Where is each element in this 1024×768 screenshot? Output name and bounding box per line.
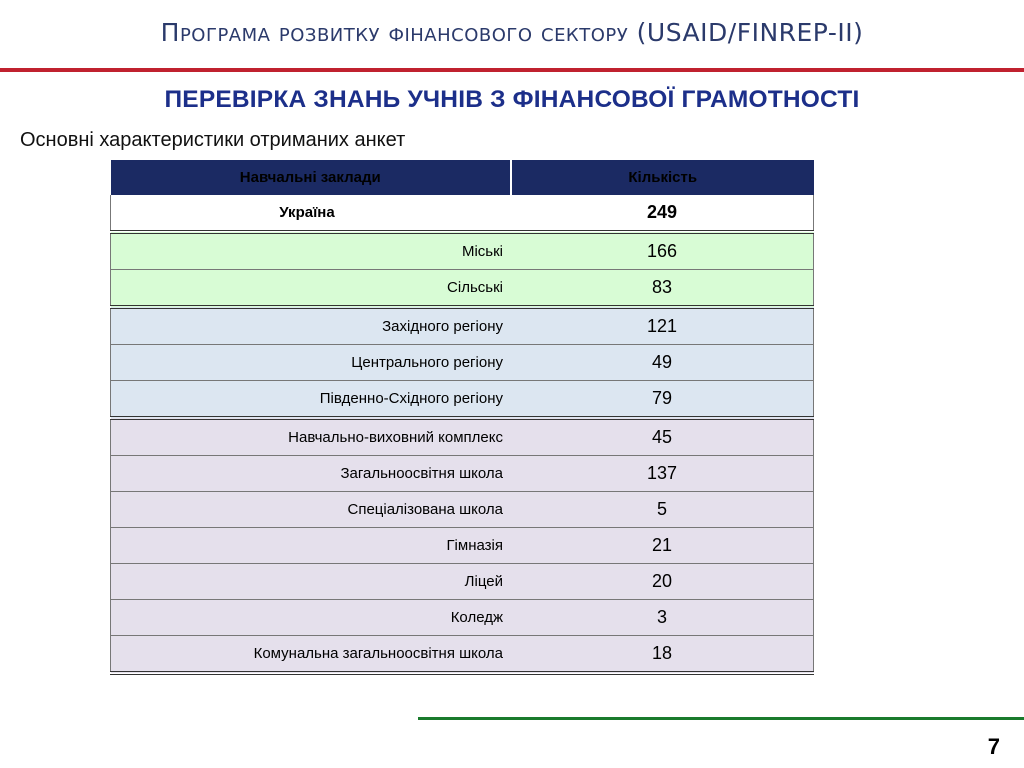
row-value: 83 bbox=[511, 270, 814, 308]
row-value: 18 bbox=[511, 636, 814, 674]
row-label: Гімназія bbox=[111, 528, 512, 564]
row-value: 21 bbox=[511, 528, 814, 564]
brand-name: рограма розвитку фінансового сектору bbox=[179, 18, 629, 47]
row-label: Спеціалізована школа bbox=[111, 492, 512, 528]
row-label: Комунальна загальноосвітня школа bbox=[111, 636, 512, 674]
row-value: 20 bbox=[511, 564, 814, 600]
table-row bbox=[111, 381, 814, 419]
row-label: Загальноосвітня школа bbox=[111, 456, 512, 492]
brand-prefix: П bbox=[160, 18, 180, 47]
row-value: 166 bbox=[511, 232, 814, 270]
row-label: Південно-Східного регіону bbox=[111, 381, 512, 419]
row-value: 137 bbox=[511, 456, 814, 492]
program-brand bbox=[0, 18, 1024, 47]
page-title: ПЕРЕВІРКА ЗНАНЬ УЧНІВ З ФІНАНСОВОЇ ГРАМОТНОСТІ bbox=[164, 86, 860, 113]
row-value: 5 bbox=[511, 492, 814, 528]
row-value: 49 bbox=[511, 345, 814, 381]
table-row bbox=[111, 418, 814, 456]
row-label: Міські bbox=[111, 232, 512, 270]
table-row bbox=[111, 600, 814, 636]
total-label: Україна bbox=[111, 195, 512, 232]
brand-tag: (USAID/FINREP-II) bbox=[636, 18, 864, 47]
row-label: Коледж bbox=[111, 600, 512, 636]
page-number: 7 bbox=[987, 734, 1000, 759]
row-label: Навчально-виховний комплекс bbox=[111, 418, 512, 456]
page-subtitle: Основні характеристики отриманих анкет bbox=[20, 129, 406, 151]
column-header-institutions: Навчальні заклади bbox=[111, 160, 512, 195]
row-label: Західного регіону bbox=[111, 307, 512, 345]
table-row bbox=[111, 307, 814, 345]
table-row bbox=[111, 232, 814, 270]
row-value: 3 bbox=[511, 600, 814, 636]
table-row bbox=[111, 345, 814, 381]
column-header-count: Кількість bbox=[511, 160, 814, 195]
table-row bbox=[111, 492, 814, 528]
row-label: Центрального регіону bbox=[111, 345, 512, 381]
table-row bbox=[111, 636, 814, 674]
footer-divider bbox=[418, 717, 1024, 720]
table-row bbox=[111, 528, 814, 564]
table-header-row bbox=[111, 160, 814, 195]
row-value: 79 bbox=[511, 381, 814, 419]
row-value: 121 bbox=[511, 307, 814, 345]
table-row bbox=[111, 270, 814, 308]
table-row-total bbox=[111, 195, 814, 232]
row-label: Сільські bbox=[111, 270, 512, 308]
survey-table bbox=[110, 160, 814, 675]
total-value: 249 bbox=[511, 195, 814, 232]
table-row bbox=[111, 564, 814, 600]
row-label: Ліцей bbox=[111, 564, 512, 600]
row-value: 45 bbox=[511, 418, 814, 456]
table-row bbox=[111, 456, 814, 492]
header-divider bbox=[0, 68, 1024, 72]
